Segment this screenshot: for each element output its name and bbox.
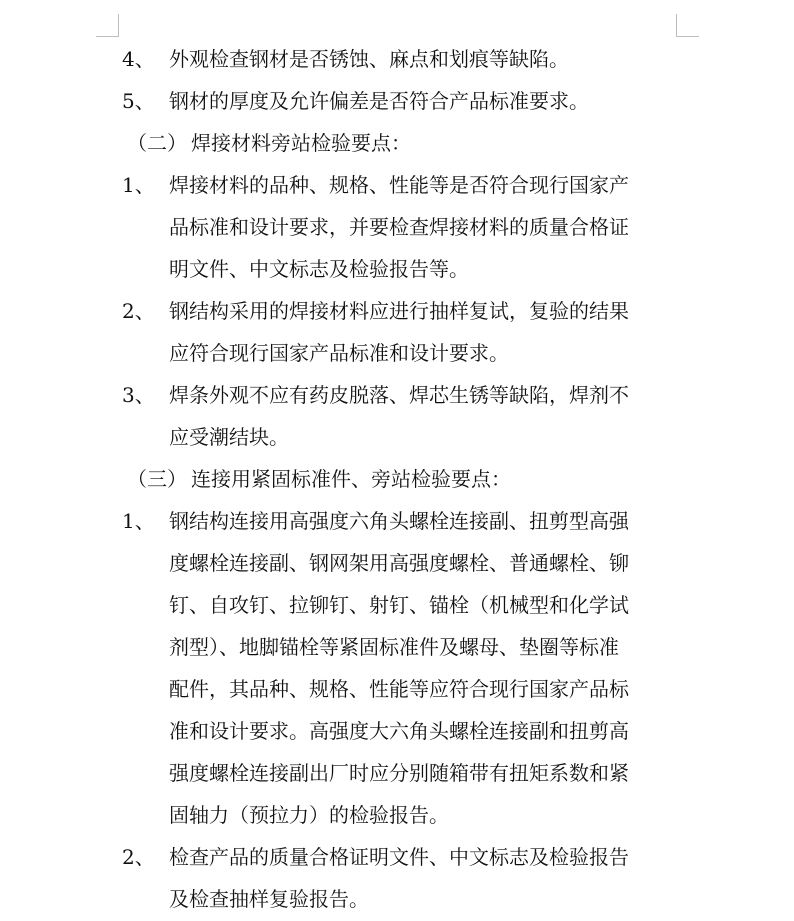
crop-mark-top-right [676, 14, 699, 37]
list-item-line: 检查产品的质量合格证明文件、中文标志及检验报告 [169, 845, 629, 869]
list-item-number: 5、 [122, 89, 155, 113]
list-item-line: 应受潮结块。 [169, 425, 289, 449]
list-item-line: 及检查抽样复验报告。 [169, 887, 369, 911]
list-item-line: 钢材的厚度及允许偏差是否符合产品标准要求。 [169, 89, 589, 113]
list-item [0, 500, 794, 836]
list-item-number: 1、 [122, 173, 155, 197]
list-item [0, 80, 794, 122]
section-title: 焊接材料旁站检验要点： [191, 131, 411, 155]
list-item-number: 4、 [122, 47, 155, 71]
list-item-line: 外观检查钢材是否锈蚀、麻点和划痕等缺陷。 [169, 47, 569, 71]
list-item-line: 钉、自攻钉、拉铆钉、射钉、锚栓（机械型和化学试 [169, 593, 629, 617]
list-item-line: 钢结构采用的焊接材料应进行抽样复试，复验的结果 [169, 299, 629, 323]
list-item-number: 2、 [122, 845, 155, 869]
list-item-number: 3、 [122, 383, 155, 407]
list-item-line: 焊条外观不应有药皮脱落、焊芯生锈等缺陷，焊剂不 [169, 383, 629, 407]
section-number: （二） [127, 131, 187, 155]
list-item [0, 164, 794, 290]
list-item-line: 准和设计要求。高强度大六角头螺栓连接副和扭剪高 [169, 719, 629, 743]
list-item-number: 1、 [122, 509, 155, 533]
list-item-line: 品标准和设计要求，并要检查焊接材料的质量合格证 [169, 215, 629, 239]
list-item-line: 焊接材料的品种、规格、性能等是否符合现行国家产 [169, 173, 629, 197]
list-item-line: 钢结构连接用高强度六角头螺栓连接副、扭剪型高强 [169, 509, 629, 533]
list-item-line: 剂型）、地脚锚栓等紧固标准件及螺母、垫圈等标准 [169, 635, 619, 659]
list-item-line: 强度螺栓连接副出厂时应分别随箱带有扭矩系数和紧 [169, 761, 629, 785]
document-body [0, 38, 794, 920]
list-item [0, 290, 794, 374]
list-item-number: 2、 [122, 299, 155, 323]
list-item-line: 应符合现行国家产品标准和设计要求。 [169, 341, 509, 365]
list-item-line: 明文件、中文标志及检验报告等。 [169, 257, 469, 281]
section-heading [0, 122, 794, 164]
section-heading [0, 458, 794, 500]
list-item [0, 836, 794, 920]
list-item-line: 固轴力（预拉力）的检验报告。 [169, 803, 449, 827]
list-item-line: 度螺栓连接副、钢网架用高强度螺栓、普通螺栓、铆 [169, 551, 629, 575]
list-item [0, 374, 794, 458]
section-number: （三） [127, 467, 187, 491]
list-item [0, 38, 794, 80]
section-title: 连接用紧固标准件、旁站检验要点： [191, 467, 511, 491]
list-item-line: 配件，其品种、规格、性能等应符合现行国家产品标 [169, 677, 629, 701]
crop-mark-top-left [96, 14, 119, 37]
